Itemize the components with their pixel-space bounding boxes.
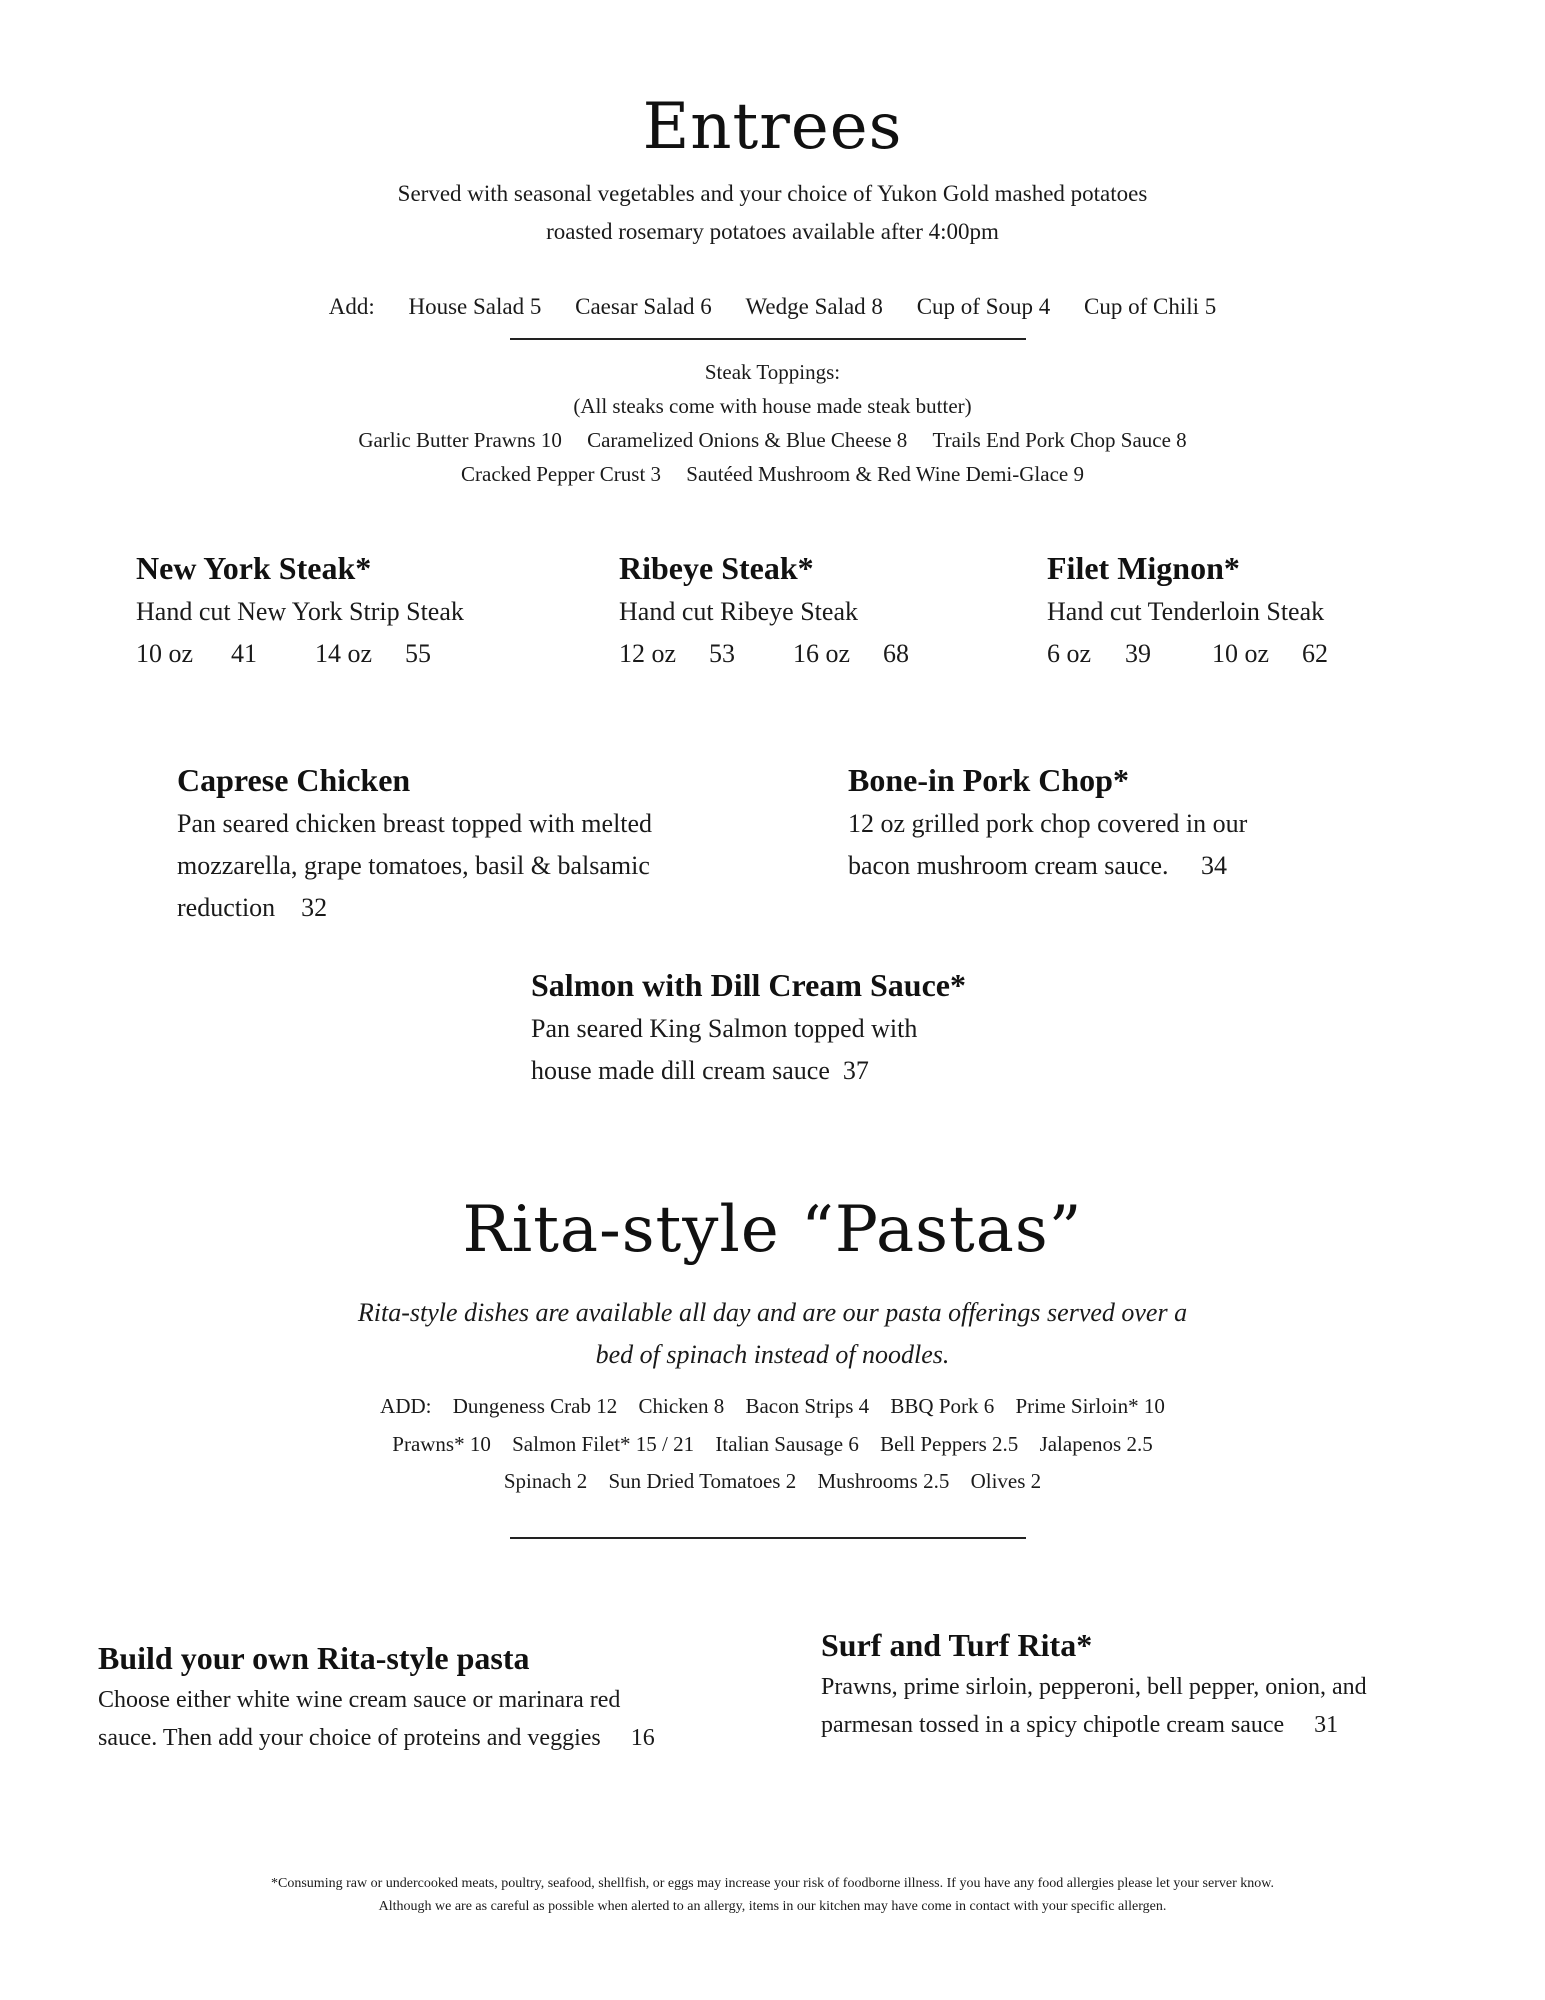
dish-desc-line: reduction 32 <box>177 893 328 922</box>
addon-item: Italian Sausage 6 <box>715 1432 859 1456</box>
dish-desc-line: Prawns, prime sirloin, pepperoni, bell pepper, onion, and <box>821 1674 1367 1700</box>
price: 39 <box>1125 639 1151 668</box>
addon-item: Mushrooms 2.5 <box>817 1469 950 1493</box>
pasta-addons-row-2 <box>0 1425 1545 1463</box>
add-item: Cup of Chili 5 <box>1083 294 1217 319</box>
price-row <box>136 633 596 675</box>
steak-ribeye <box>619 550 1019 675</box>
addon-item: Bacon Strips 4 <box>745 1394 870 1418</box>
pastas-title: Rita-style “Pastas” <box>462 1193 1083 1267</box>
size: 12 oz <box>619 639 677 668</box>
price: 55 <box>405 639 431 668</box>
add-item: Wedge Salad 8 <box>745 294 883 319</box>
size: 6 oz <box>1047 639 1092 668</box>
dish-desc-line: 12 oz grilled pork chop covered in our <box>848 809 1248 838</box>
footer-disclaimer-line2: Although we are as careful as possible when alerted to an allergy, items in our kitchen may have come in contact with your specific allergen. <box>378 1899 1167 1914</box>
addon-item: Dungeness Crab 12 <box>452 1394 618 1418</box>
pastas-intro-line2: bed of spinach instead of noodles. <box>595 1340 950 1369</box>
addon-item: Prawns* 10 <box>392 1432 491 1456</box>
steak-new-york <box>136 550 596 675</box>
topping-item: Trails End Pork Chop Sauce 8 <box>932 428 1187 452</box>
dish-desc-line: mozzarella, grape tomatoes, basil & balsamic <box>177 851 650 880</box>
addon-item: Spinach 2 <box>503 1469 588 1493</box>
price: 62 <box>1302 639 1328 668</box>
dish-desc-line: bacon mushroom cream sauce. 34 <box>848 851 1228 880</box>
size: 10 oz <box>136 639 194 668</box>
side-add-row <box>0 294 1545 320</box>
dish-title: Surf and Turf Rita* <box>821 1627 1093 1663</box>
dish-title: Bone-in Pork Chop* <box>848 762 1129 798</box>
toppings-title: Steak Toppings: <box>704 360 841 384</box>
size: 14 oz <box>315 639 373 668</box>
toppings-row-2 <box>0 457 1545 491</box>
dish-title: Salmon with Dill Cream Sauce* <box>531 967 966 1003</box>
dish-salmon <box>531 967 1091 1092</box>
addon-item: Jalapenos 2.5 <box>1039 1432 1153 1456</box>
dish-desc: Hand cut Tenderloin Steak <box>1047 597 1325 626</box>
topping-item: Garlic Butter Prawns 10 <box>358 428 562 452</box>
add-label: Add: <box>328 294 375 319</box>
entrees-title: Entrees <box>642 90 903 164</box>
addon-item: Chicken 8 <box>638 1394 725 1418</box>
topping-item: Sautéed Mushroom & Red Wine Demi-Glace 9 <box>686 462 1084 486</box>
entrees-subtitle-line2: roasted rosemary potatoes available after 4:00pm <box>546 219 999 244</box>
dish-title: Caprese Chicken <box>177 762 411 798</box>
toppings-row-1 <box>0 423 1545 457</box>
steak-filet-mignon <box>1047 550 1447 675</box>
divider <box>510 1537 1026 1539</box>
add-item: Caesar Salad 6 <box>575 294 712 319</box>
dish-desc: Hand cut Ribeye Steak <box>619 597 858 626</box>
size: 10 oz <box>1212 639 1270 668</box>
dish-desc-line: Pan seared King Salmon topped with <box>531 1014 918 1043</box>
dish-desc-line: Choose either white wine cream sauce or marinara red <box>98 1687 621 1713</box>
dish-desc-line: house made dill cream sauce 37 <box>531 1056 869 1085</box>
price: 68 <box>883 639 909 668</box>
dish-title: Build your own Rita-style pasta <box>98 1640 530 1676</box>
price-row <box>1047 633 1447 675</box>
size: 16 oz <box>793 639 851 668</box>
price: 53 <box>709 639 735 668</box>
add-item: House Salad 5 <box>408 294 542 319</box>
dish-title: New York Steak* <box>136 550 372 586</box>
price: 41 <box>231 639 257 668</box>
topping-item: Cracked Pepper Crust 3 <box>461 462 662 486</box>
topping-item: Caramelized Onions & Blue Cheese 8 <box>587 428 908 452</box>
dish-desc-line: sauce. Then add your choice of proteins and veggies 16 <box>98 1725 655 1751</box>
toppings-note: (All steaks come with house made steak butter) <box>573 394 972 418</box>
addon-item: BBQ Pork 6 <box>890 1394 995 1418</box>
addon-label: ADD: <box>380 1394 432 1418</box>
dish-title: Ribeye Steak* <box>619 550 814 586</box>
footer-disclaimer-line1: *Consuming raw or undercooked meats, poultry, seafood, shellfish, or eggs may increase your risk of foodborne illness. If you have any food allergies please let your server know. <box>271 1876 1274 1891</box>
pasta-addons-row-3 <box>0 1462 1545 1500</box>
pastas-intro-line1: Rita-style dishes are available all day and are our pasta offerings served over a <box>357 1298 1188 1327</box>
dish-desc-line: parmesan tossed in a spicy chipotle cream sauce 31 <box>821 1712 1339 1738</box>
dish-bone-in-pork-chop <box>848 762 1448 887</box>
addon-item: Bell Peppers 2.5 <box>880 1432 1019 1456</box>
dish-desc: Hand cut New York Strip Steak <box>136 597 464 626</box>
dish-title: Filet Mignon* <box>1047 550 1240 586</box>
entrees-subtitle-line1: Served with seasonal vegetables and your choice of Yukon Gold mashed potatoes <box>397 181 1148 206</box>
dish-desc-line: Pan seared chicken breast topped with melted <box>177 809 653 838</box>
price-row <box>619 633 1019 675</box>
dish-surf-and-turf <box>821 1627 1521 1744</box>
addon-item: Olives 2 <box>970 1469 1042 1493</box>
addon-item: Salmon Filet* 15 / 21 <box>512 1432 695 1456</box>
add-item: Cup of Soup 4 <box>916 294 1051 319</box>
dish-build-your-own <box>98 1640 778 1757</box>
addon-item: Prime Sirloin* 10 <box>1015 1394 1165 1418</box>
pasta-addons-row-1 <box>0 1387 1545 1425</box>
dish-caprese-chicken <box>177 762 797 929</box>
divider <box>510 338 1026 340</box>
addon-item: Sun Dried Tomatoes 2 <box>608 1469 797 1493</box>
